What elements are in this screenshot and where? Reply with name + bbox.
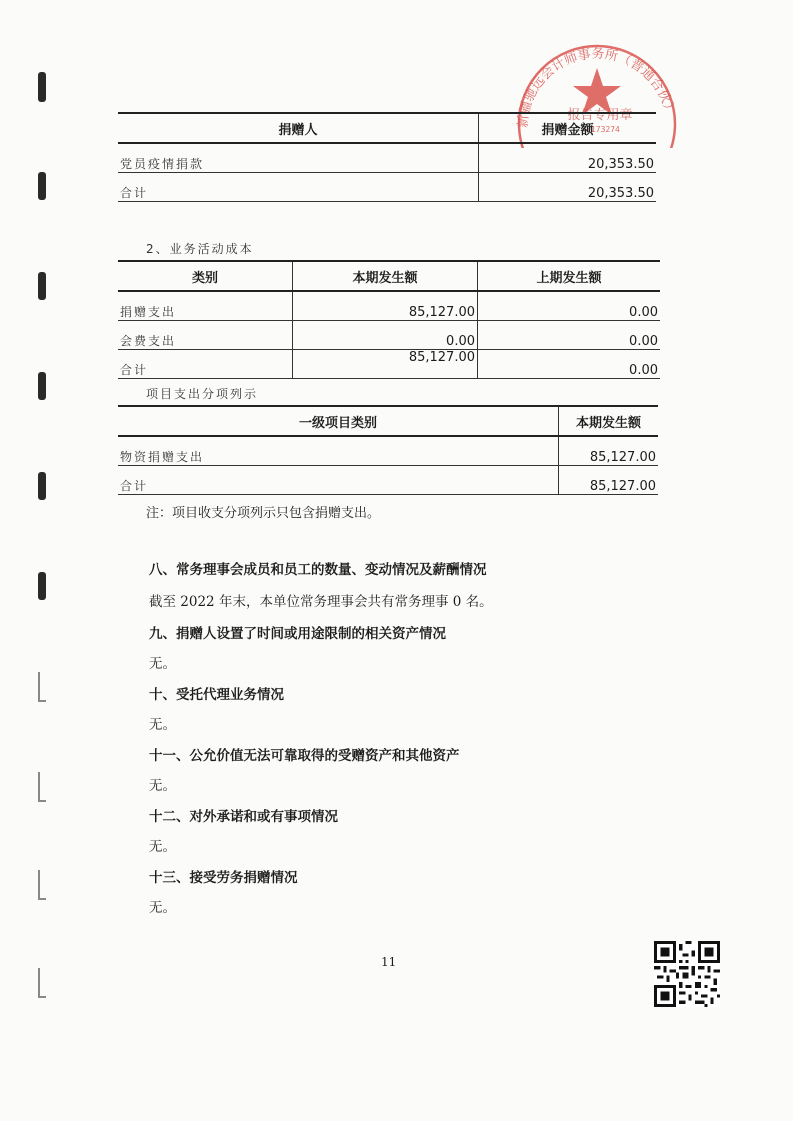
binder-hole-mark	[38, 772, 46, 802]
cell-current: 85,127.00	[293, 291, 478, 321]
qr-code-icon	[654, 941, 720, 1007]
cell-amount: 20,353.50	[479, 143, 657, 173]
column-header: 捐赠人	[118, 113, 479, 143]
section-heading: 十、受托代理业务情况	[149, 687, 284, 703]
section-body: 无。	[149, 839, 176, 855]
binder-hole-mark	[38, 272, 46, 300]
row-label: 物资捐赠支出	[118, 436, 559, 466]
column-header: 一级项目类别	[118, 406, 559, 436]
section-heading: 八、常务理事会成员和员工的数量、变动情况及薪酬情况	[149, 562, 487, 578]
project-expense-table	[118, 405, 658, 495]
section-subtitle: 项目支出分项列示	[146, 387, 259, 401]
table-row	[118, 291, 660, 321]
cell-prior: 0.00	[478, 291, 661, 321]
section-heading: 九、捐赠人设置了时间或用途限制的相关资产情况	[149, 626, 446, 642]
svg-text:6173274: 6173274	[586, 125, 620, 134]
cell-prior: 0.00	[478, 321, 661, 350]
row-label: 会费支出	[118, 321, 293, 350]
section-body: 无。	[149, 778, 176, 794]
section-heading: 十二、对外承诺和或有事项情况	[149, 809, 338, 825]
table-row	[118, 143, 656, 173]
business-cost-table	[118, 260, 660, 379]
cell-current: 0.00	[293, 321, 478, 350]
column-header: 本期发生额	[559, 406, 659, 436]
table-row	[118, 350, 660, 379]
cell-current: 85,127.00	[559, 466, 659, 495]
binder-hole-mark	[38, 472, 46, 500]
column-header: 上期发生额	[478, 261, 661, 291]
page-number: 11	[381, 955, 397, 969]
table-row	[118, 321, 660, 350]
section-heading: 十一、公允价值无法可靠取得的受赠资产和其他资产	[149, 748, 460, 764]
section-body: 无。	[149, 717, 176, 733]
binder-hole-mark	[38, 870, 46, 900]
cell-prior: 0.00	[478, 350, 661, 379]
binder-hole-mark	[38, 172, 46, 200]
section-body: 截至 2022 年末，本单位常务理事会共有常务理事 0 名。	[149, 594, 493, 610]
cell-current: 85,127.00	[293, 350, 478, 379]
cell-current: 85,127.00	[559, 436, 659, 466]
section-body: 无。	[149, 900, 176, 916]
section-subtitle: 2、业务活动成本	[146, 242, 254, 256]
row-label: 合计	[118, 350, 293, 379]
table-header-row	[118, 261, 660, 291]
svg-text:新疆驰远会计师事务所（普通合伙）: 新疆驰远会计师事务所（普通合伙）	[515, 46, 678, 129]
donor-table	[118, 112, 656, 202]
binder-hole-mark	[38, 672, 46, 702]
table-header-row	[118, 113, 656, 143]
table-header-row	[118, 406, 658, 436]
column-header: 本期发生额	[293, 261, 478, 291]
footnote: 注：项目收支分项列示只包含捐赠支出。	[146, 506, 381, 521]
row-label: 合计	[118, 466, 559, 495]
binder-hole-mark	[38, 372, 46, 400]
column-header: 类别	[118, 261, 293, 291]
binder-hole-mark	[38, 72, 46, 102]
row-label: 捐赠支出	[118, 291, 293, 321]
table-row	[118, 173, 656, 202]
row-label: 党员疫情捐款	[118, 143, 479, 173]
table-row	[118, 436, 658, 466]
section-heading: 十三、接受劳务捐赠情况	[149, 870, 298, 886]
section-body: 无。	[149, 656, 176, 672]
binder-hole-mark	[38, 968, 46, 998]
svg-text:报告专用章: 报告专用章	[567, 108, 633, 123]
cell-amount: 20,353.50	[479, 173, 657, 202]
row-label: 合计	[118, 173, 479, 202]
binder-hole-mark	[38, 572, 46, 600]
table-row	[118, 466, 658, 495]
column-header: 捐赠金额	[479, 113, 657, 143]
